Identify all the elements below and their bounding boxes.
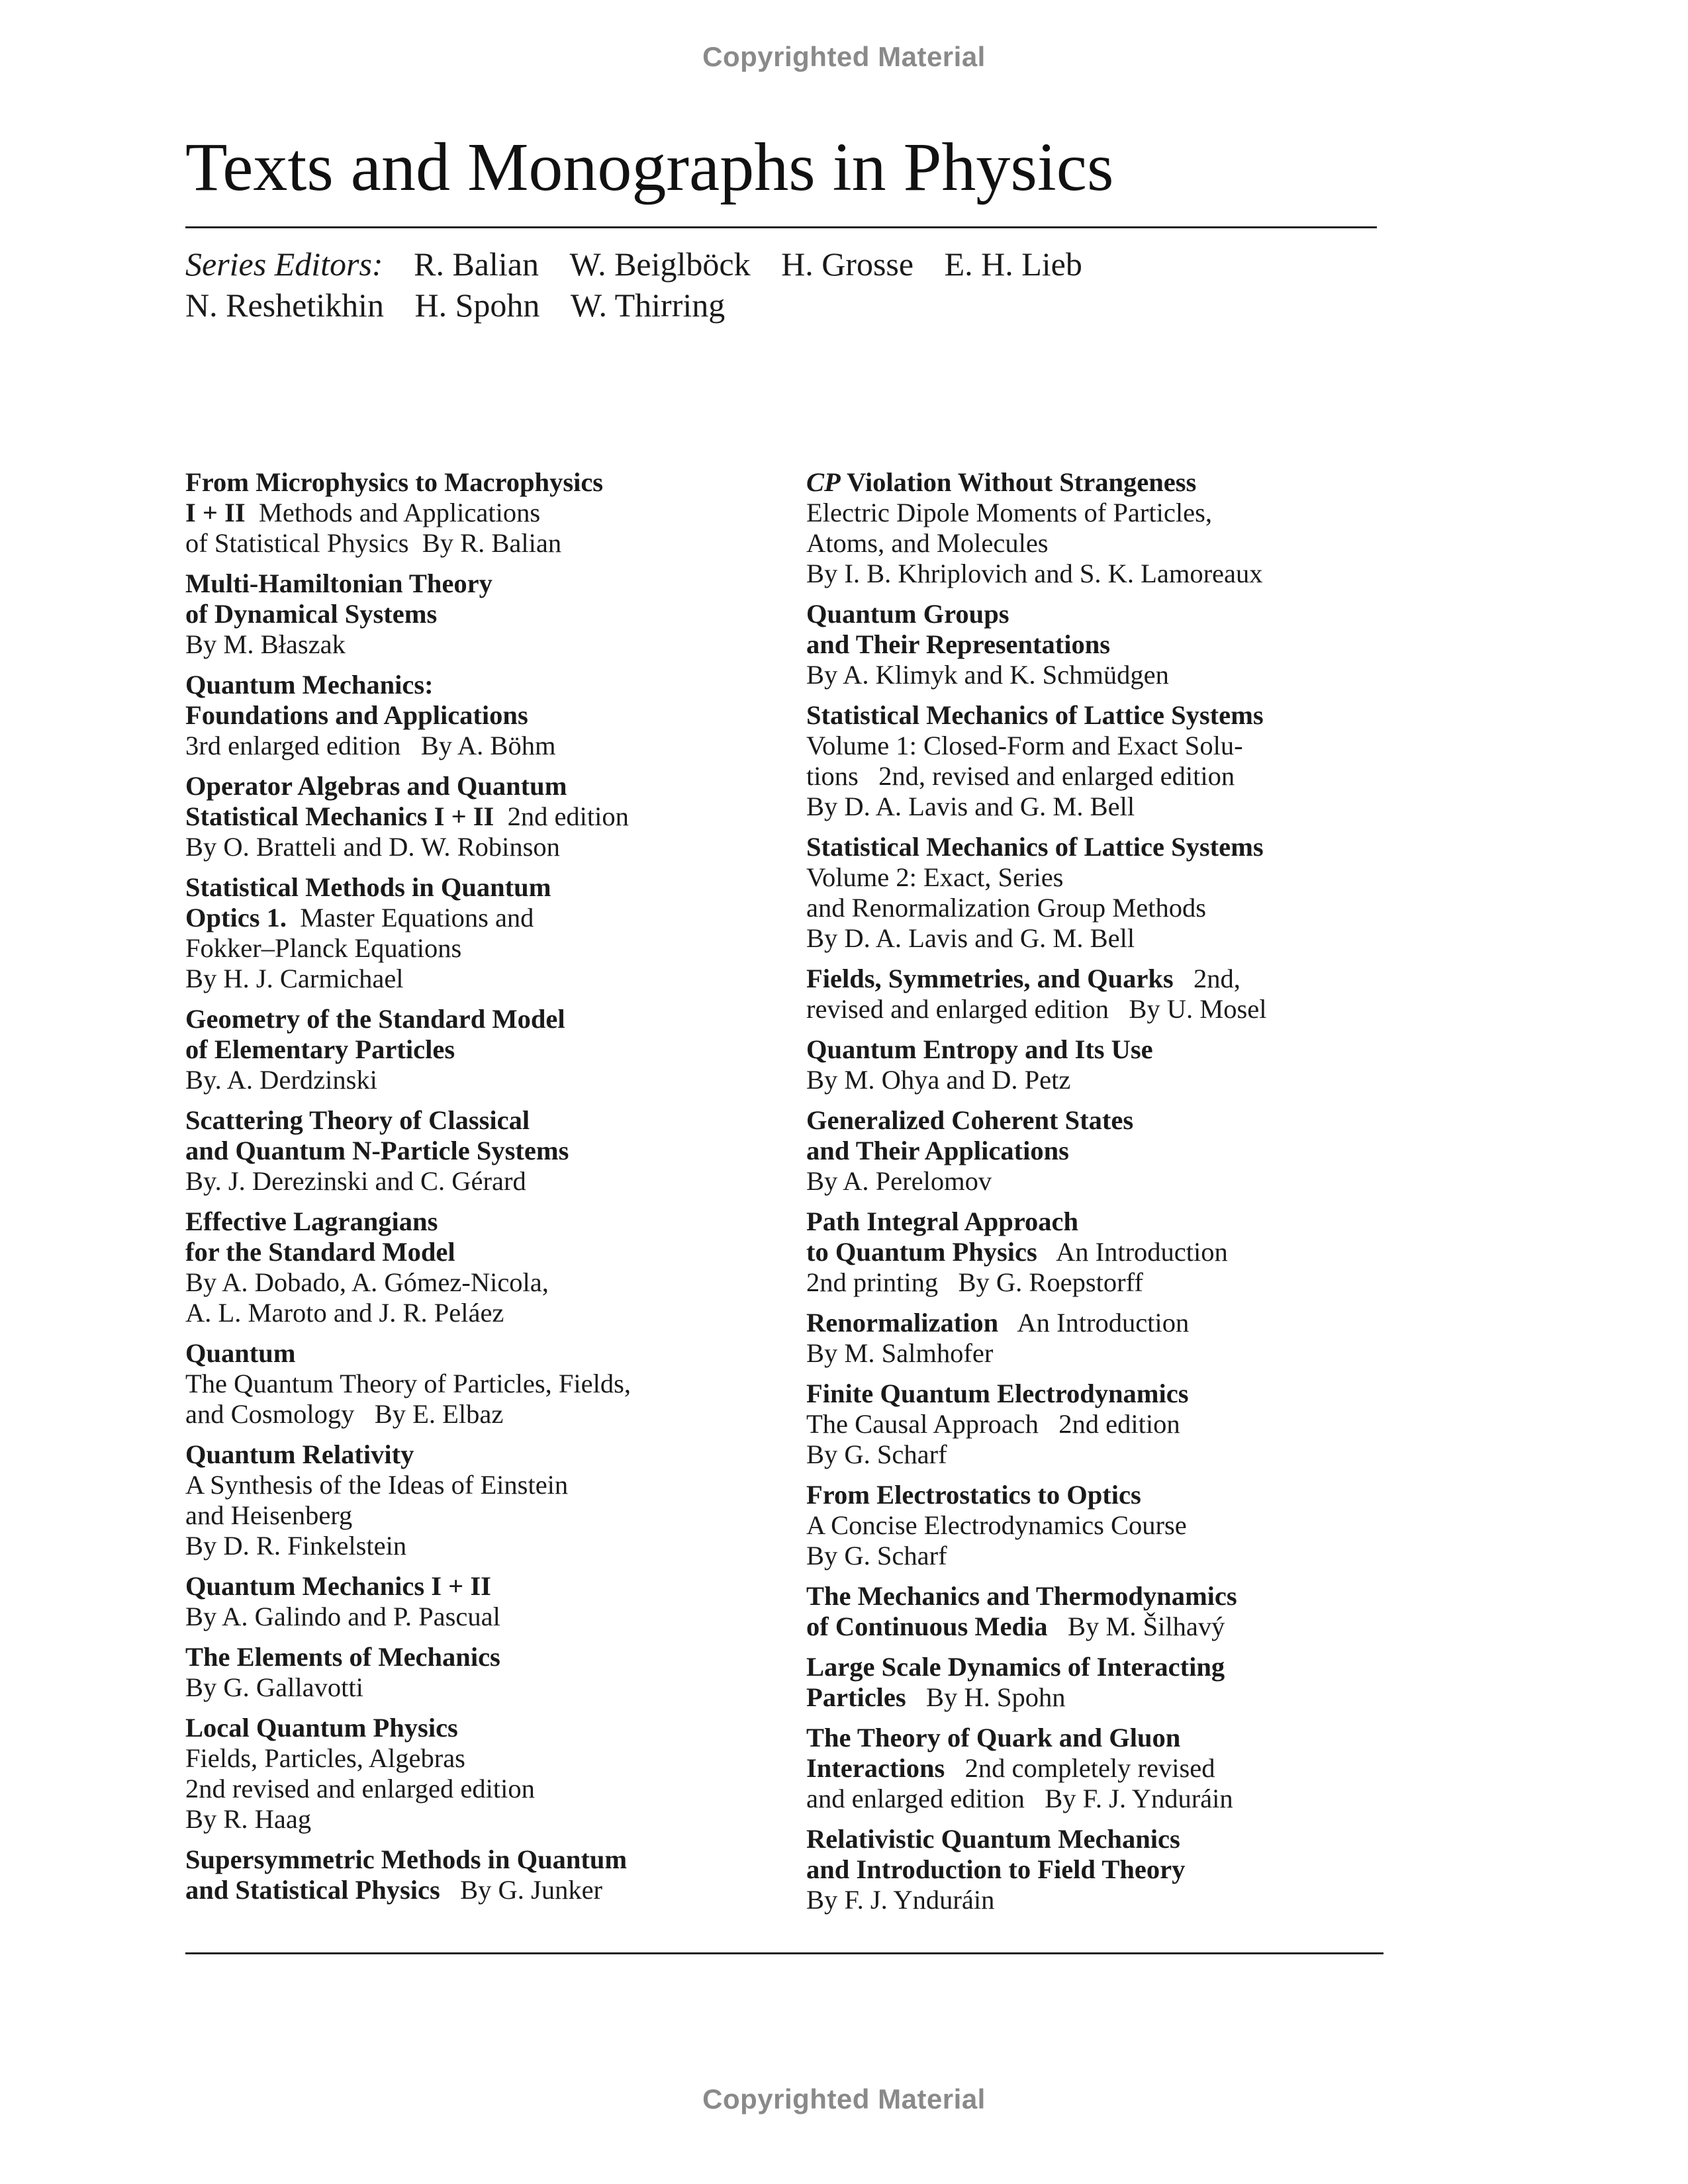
watermark-bottom: Copyrighted Material [702, 2083, 986, 2115]
book-entry-line [806, 1682, 1402, 1713]
book-entry [185, 1105, 808, 1197]
book-entry [806, 1034, 1402, 1095]
book-title: Statistical Mechanics of Lattice Systems [806, 832, 1264, 862]
book-details: By I. B. Khriplovich and S. K. Lamoreaux [806, 559, 1263, 588]
book-details: 2nd completely revised [945, 1753, 1215, 1783]
book-details: An Introduction [1037, 1237, 1228, 1267]
book-details: By M. Błaszak [185, 629, 346, 659]
book-title: for the Standard Model [185, 1237, 455, 1267]
book-entry [806, 599, 1402, 690]
book-entry-line [806, 1267, 1402, 1298]
book-entry-line [806, 1338, 1402, 1369]
book-title: Relativistic Quantum Mechanics [806, 1824, 1180, 1854]
book-entry-line [185, 1004, 808, 1034]
book-entry-line [806, 1885, 1402, 1915]
book-details: An Introduction [998, 1308, 1190, 1338]
book-entry-line [806, 700, 1402, 731]
book-entry [806, 1308, 1402, 1369]
book-entry-line [185, 1237, 808, 1267]
book-details: By A. Dobado, A. Gómez-Nicola, [185, 1267, 549, 1297]
book-details: By M. Salmhofer [806, 1338, 994, 1368]
book-details: 2nd edition [494, 801, 629, 831]
book-details: By G. Junker [440, 1875, 603, 1905]
book-details: Volume 1: Closed-Form and Exact Solu- [806, 731, 1243, 760]
book-entry-line [185, 771, 808, 801]
book-entry [185, 467, 808, 559]
book-entry [185, 1439, 808, 1561]
book-entry-line [185, 1531, 808, 1561]
book-entry [185, 872, 808, 994]
book-details: The Quantum Theory of Particles, Fields, [185, 1369, 631, 1398]
book-entry-line [806, 1824, 1402, 1854]
book-entry [185, 771, 808, 862]
book-entry-line [185, 700, 808, 731]
book-entry-line [185, 1500, 808, 1531]
book-title: Finite Quantum Electrodynamics [806, 1379, 1189, 1408]
book-title: From Electrostatics to Optics [806, 1480, 1141, 1510]
book-details: By O. Bratteli and D. W. Robinson [185, 832, 560, 862]
book-entry-line [185, 1439, 808, 1470]
book-entry-line [185, 1399, 808, 1430]
book-entry-line [185, 670, 808, 700]
bottom-rule [185, 1952, 1383, 1954]
book-details: By. J. Derezinski and C. Gérard [185, 1166, 526, 1196]
book-entry-line [185, 498, 808, 528]
book-entry-line [185, 832, 808, 862]
book-entry-line [185, 1672, 808, 1703]
book-entry [806, 1379, 1402, 1470]
book-details: of Statistical Physics By R. Balian [185, 528, 562, 558]
book-title: I + II [185, 498, 246, 527]
book-entry-line [806, 1105, 1402, 1136]
book-details: By G. Scharf [806, 1439, 947, 1469]
book-title: From Microphysics to Macrophysics [185, 467, 604, 497]
editors-label: Series Editors: [185, 246, 383, 283]
book-entry-line [185, 1804, 808, 1835]
book-entry-line [185, 1369, 808, 1399]
book-entry-line [806, 1753, 1402, 1784]
book-title: of Elementary Particles [185, 1034, 455, 1064]
book-details: Atoms, and Molecules [806, 528, 1049, 558]
book-entry-line [185, 903, 808, 933]
editor-name: H. Spohn [414, 287, 540, 324]
book-entry-line [185, 1338, 808, 1369]
book-entry-line [185, 964, 808, 994]
book-details: By M. Šilhavý [1047, 1612, 1225, 1641]
book-details: By A. Klimyk and K. Schmüdgen [806, 660, 1169, 690]
book-entry-line [806, 660, 1402, 690]
book-details: Fields, Particles, Algebras [185, 1743, 465, 1773]
book-details: By. A. Derdzinski [185, 1065, 377, 1095]
book-title: Multi-Hamiltonian Theory [185, 569, 492, 598]
book-entry [806, 1480, 1402, 1571]
book-details: By M. Ohya and D. Petz [806, 1065, 1071, 1095]
book-entry-line [185, 731, 808, 761]
book-title: of Continuous Media [806, 1612, 1048, 1641]
book-entry-line [806, 1237, 1402, 1267]
book-entry-line [806, 1723, 1402, 1753]
book-details: By A. Perelomov [806, 1166, 992, 1196]
book-entry-line [806, 629, 1402, 660]
book-entry-line [185, 1602, 808, 1632]
series-editors [185, 244, 1377, 326]
book-title: Geometry of the Standard Model [185, 1004, 565, 1034]
book-details: By F. J. Ynduráin [806, 1885, 995, 1915]
series-title: Texts and Monographs in Physics [185, 129, 1114, 205]
book-details: By D. A. Lavis and G. M. Bell [806, 923, 1135, 953]
book-entry [185, 1713, 808, 1835]
book-entry-line [806, 893, 1402, 923]
book-entry-line [185, 1166, 808, 1197]
book-title: Quantum [185, 1338, 296, 1368]
book-title: Statistical Methods in Quantum [185, 872, 551, 902]
book-details: By G. Gallavotti [185, 1672, 363, 1702]
editor-name: W. Beiglböck [569, 246, 751, 283]
book-entry-line [185, 1206, 808, 1237]
book-details: By R. Haag [185, 1804, 312, 1834]
book-entry [185, 670, 808, 761]
book-details: Master Equations and [287, 903, 534, 933]
book-entry-line [185, 1470, 808, 1500]
book-details: By G. Scharf [806, 1541, 947, 1570]
book-entry [806, 1723, 1402, 1814]
book-entry-line [806, 1581, 1402, 1612]
book-title: Supersymmetric Methods in Quantum [185, 1844, 628, 1874]
book-entry-line [806, 1652, 1402, 1682]
book-details: Volume 2: Exact, Series [806, 862, 1064, 892]
book-details: revised and enlarged edition By U. Mosel [806, 994, 1267, 1024]
book-details: 2nd, [1173, 964, 1241, 993]
left-book-column [185, 467, 808, 1915]
book-details: By H. Spohn [906, 1682, 1066, 1712]
book-title: Operator Algebras and Quantum [185, 771, 567, 801]
book-entry-line [185, 528, 808, 559]
book-entry-line [185, 933, 808, 964]
book-title: Violation Without Strangeness [840, 467, 1197, 497]
book-entry-line [185, 1571, 808, 1602]
book-entry-line [806, 528, 1402, 559]
book-title: and Quantum N-Particle Systems [185, 1136, 569, 1165]
book-title: The Theory of Quark and Gluon [806, 1723, 1181, 1752]
book-title: of Dynamical Systems [185, 599, 438, 629]
book-entry-line [806, 1409, 1402, 1439]
book-entry-line [806, 1379, 1402, 1409]
book-entry [185, 569, 808, 660]
book-title: The Mechanics and Thermodynamics [806, 1581, 1237, 1611]
book-entry-line [806, 1065, 1402, 1095]
book-title: Quantum Entropy and Its Use [806, 1034, 1153, 1064]
editors-row-1 [185, 244, 1377, 285]
book-entry-line [806, 923, 1402, 954]
book-entry [185, 1338, 808, 1430]
book-entry [185, 1844, 808, 1905]
book-details: Methods and Applications [245, 498, 541, 527]
book-title: Large Scale Dynamics of Interacting [806, 1652, 1225, 1682]
book-entry [806, 1105, 1402, 1197]
book-entry-line [806, 1480, 1402, 1510]
editor-name: N. Reshetikhin [185, 287, 384, 324]
book-entry [806, 964, 1402, 1024]
editor-name: E. H. Lieb [944, 246, 1082, 283]
book-details: By A. Galindo and P. Pascual [185, 1602, 500, 1631]
book-title: Path Integral Approach [806, 1206, 1079, 1236]
book-details: tions 2nd, revised and enlarged edition [806, 761, 1235, 791]
book-entry-line [806, 1136, 1402, 1166]
book-entry-line [806, 1166, 1402, 1197]
book-entry-line [806, 599, 1402, 629]
book-entry-line [185, 801, 808, 832]
book-title: and Statistical Physics [185, 1875, 440, 1905]
book-title: Quantum Relativity [185, 1439, 414, 1469]
book-title: Local Quantum Physics [185, 1713, 458, 1743]
book-entry-line [185, 1743, 808, 1774]
book-details: By D. R. Finkelstein [185, 1531, 407, 1561]
book-entry-line [185, 1105, 808, 1136]
book-entry-line [806, 1541, 1402, 1571]
right-book-column [806, 467, 1402, 1925]
book-entry [185, 1571, 808, 1632]
book-entry-line [806, 1854, 1402, 1885]
book-details: 2nd revised and enlarged edition [185, 1774, 535, 1803]
book-entry [806, 467, 1402, 589]
book-title: and Their Representations [806, 629, 1111, 659]
top-rule [185, 226, 1377, 228]
editors-row-2 [185, 285, 1377, 326]
book-title: Interactions [806, 1753, 945, 1783]
book-entry-line [185, 1642, 808, 1672]
book-entry-line [806, 498, 1402, 528]
book-title: Fields, Symmetries, and Quarks [806, 964, 1174, 993]
book-entry-line [806, 559, 1402, 589]
book-entry [185, 1004, 808, 1095]
book-entry-line [185, 629, 808, 660]
book-entry-line [185, 1844, 808, 1875]
book-entry [806, 1652, 1402, 1713]
book-entry-line [185, 1136, 808, 1166]
book-entry-line [806, 832, 1402, 862]
book-details: and Cosmology By E. Elbaz [185, 1399, 504, 1429]
book-title: Foundations and Applications [185, 700, 528, 730]
book-entry-line [806, 862, 1402, 893]
book-entry-line [806, 964, 1402, 994]
book-entry-line [185, 1774, 808, 1804]
book-entry-line [185, 569, 808, 599]
watermark-top: Copyrighted Material [702, 41, 986, 72]
book-entry [185, 1206, 808, 1328]
book-entry-line [185, 1875, 808, 1905]
book-details: Electric Dipole Moments of Particles, [806, 498, 1212, 527]
book-title: Renormalization [806, 1308, 999, 1338]
book-entry [806, 1581, 1402, 1642]
book-title: Generalized Coherent States [806, 1105, 1134, 1135]
book-entry [806, 1206, 1402, 1298]
book-entry [806, 700, 1402, 822]
book-entry-line [185, 467, 808, 498]
book-details: A Concise Electrodynamics Course [806, 1510, 1187, 1540]
book-entry-line [806, 1439, 1402, 1470]
book-entry-line [806, 1510, 1402, 1541]
editor-name: R. Balian [414, 246, 539, 283]
book-entry-line [806, 1206, 1402, 1237]
book-entry-line [806, 1784, 1402, 1814]
book-entry-line [185, 1713, 808, 1743]
book-entry-line [185, 1298, 808, 1328]
book-title: and Introduction to Field Theory [806, 1854, 1186, 1884]
book-entry-line [185, 599, 808, 629]
book-entry [806, 1824, 1402, 1915]
book-entry-line [806, 761, 1402, 792]
book-details: and enlarged edition By F. J. Ynduráin [806, 1784, 1233, 1813]
book-title: Quantum Mechanics I + II [185, 1571, 491, 1601]
book-entry-line [185, 1267, 808, 1298]
book-title: Statistical Mechanics I + II [185, 801, 494, 831]
book-title: Scattering Theory of Classical [185, 1105, 530, 1135]
book-entry-line [806, 731, 1402, 761]
book-entry-line [806, 994, 1402, 1024]
book-title: and Their Applications [806, 1136, 1069, 1165]
book-title: Particles [806, 1682, 906, 1712]
book-entry-line [806, 1034, 1402, 1065]
book-title: Quantum Mechanics: [185, 670, 434, 700]
book-details: Fokker–Planck Equations [185, 933, 462, 963]
book-entry-line [806, 1612, 1402, 1642]
book-title: Optics 1. [185, 903, 287, 933]
book-entry [806, 832, 1402, 954]
book-title: Quantum Groups [806, 599, 1009, 629]
book-details: By D. A. Lavis and G. M. Bell [806, 792, 1135, 821]
book-title: The Elements of Mechanics [185, 1642, 500, 1672]
book-title: Effective Lagrangians [185, 1206, 438, 1236]
book-details: 3rd enlarged edition By A. Böhm [185, 731, 556, 760]
book-entry-line [806, 467, 1402, 498]
book-details: 2nd printing By G. Roepstorff [806, 1267, 1143, 1297]
book-details: The Causal Approach 2nd edition [806, 1409, 1180, 1439]
book-details: A Synthesis of the Ideas of Einstein [185, 1470, 569, 1500]
book-entry-line [185, 1034, 808, 1065]
book-title-italic: CP [806, 467, 841, 497]
book-entry-line [185, 872, 808, 903]
book-details: and Renormalization Group Methods [806, 893, 1206, 923]
editor-name: H. Grosse [781, 246, 914, 283]
book-entry-line [185, 1065, 808, 1095]
book-details: A. L. Maroto and J. R. Peláez [185, 1298, 504, 1328]
book-entry-line [806, 1308, 1402, 1338]
book-details: and Heisenberg [185, 1500, 353, 1530]
book-entry-line [806, 792, 1402, 822]
book-details: By H. J. Carmichael [185, 964, 404, 993]
editor-name: W. Thirring [570, 287, 726, 324]
book-title: Statistical Mechanics of Lattice Systems [806, 700, 1264, 730]
book-title: to Quantum Physics [806, 1237, 1037, 1267]
book-entry [185, 1642, 808, 1703]
